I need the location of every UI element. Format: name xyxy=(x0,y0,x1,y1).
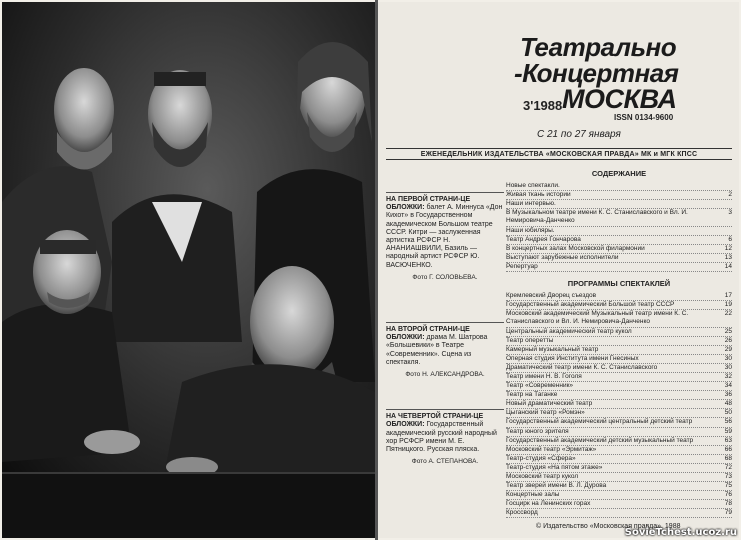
toc-row xyxy=(506,236,732,245)
cover-notes xyxy=(386,192,504,476)
toc-title: Репертуар xyxy=(506,262,538,270)
programs-title: ПРОГРАММЫ СПЕКТАКЛЕЙ xyxy=(567,279,671,289)
toc-title: Театр зверей имени В. Л. Дурова xyxy=(506,482,607,490)
theater-scene-photo xyxy=(2,2,375,538)
toc-title: Живая ткань истории xyxy=(506,191,571,199)
site-watermark: SovieTchest.ucoz.ru xyxy=(624,527,737,538)
toc-row xyxy=(506,245,732,254)
toc-row xyxy=(506,310,732,327)
photo-credit: Фото Н. АЛЕКСАНДРОВА. xyxy=(405,371,485,379)
toc-title: Оперная студия Института имени Гнесиных xyxy=(506,354,639,362)
toc-page: 76 xyxy=(724,491,732,499)
toc-page: 29 xyxy=(724,345,732,353)
toc-title: В концертных залах Московской филармонии xyxy=(506,244,645,252)
toc-title: Московский театр кукол xyxy=(506,473,579,480)
toc-page: 73 xyxy=(724,473,732,480)
cover-photo xyxy=(2,2,375,538)
note-fourth-cover xyxy=(386,409,504,466)
toc-page: 34 xyxy=(724,382,732,390)
contents-title: СОДЕРЖАНИЕ xyxy=(591,169,647,178)
table-of-contents xyxy=(506,170,732,518)
toc-row xyxy=(506,346,732,355)
toc-title: Новые спектакли. xyxy=(506,182,560,190)
toc-title: Госцирк на Ленинских горах xyxy=(506,500,591,508)
toc-title: Государственный академический центральный детский театр xyxy=(506,418,693,426)
contents-list xyxy=(506,182,732,272)
note-head: НА ВТОРОЙ СТРАНИ-ЦЕ ОБЛОЖКИ: xyxy=(386,326,470,342)
toc-page: 19 xyxy=(724,301,732,309)
toc-page: 14 xyxy=(724,262,732,270)
toc-row xyxy=(506,254,732,263)
toc-page: 75 xyxy=(724,482,732,490)
issue-dates: С 21 по 27 января xyxy=(537,129,621,140)
toc-title: Театр имени Н. В. Гоголя xyxy=(506,372,582,380)
toc-title: Наши интервью. xyxy=(506,200,556,208)
toc-row xyxy=(506,464,732,473)
toc-title: Камерный музыкальный театр xyxy=(506,345,599,353)
toc-page: 30 xyxy=(724,354,732,362)
toc-page: 25 xyxy=(724,327,732,335)
note-text: Государственный академический русский народный хор РСФСР имени М. Е. Пятницкого. Русская пляска. xyxy=(386,421,497,454)
toc-title: Театр юного зрителя xyxy=(506,427,569,435)
issue-number: 3'1988 xyxy=(523,98,563,113)
toc-page: 26 xyxy=(724,336,732,344)
toc-page: 17 xyxy=(724,292,732,300)
publisher-line: ЕЖЕНЕДЕЛЬНИК ИЗДАТЕЛЬСТВА «МОСКОВСКАЯ ПРАВДА» МК и МГК КПСС xyxy=(386,148,732,160)
toc-page: 22 xyxy=(724,310,732,318)
contents-page xyxy=(378,2,739,538)
toc-title: Московский театр «Эрмитаж» xyxy=(506,445,597,453)
photo-credit: Фото А. СТЕПАНОВА. xyxy=(411,458,479,466)
toc-row xyxy=(506,437,732,446)
toc-page: 2 xyxy=(728,191,732,199)
toc-row xyxy=(506,400,732,409)
toc-page: 48 xyxy=(724,400,732,408)
toc-title: Театр «Современник» xyxy=(506,382,574,390)
toc-page: 63 xyxy=(724,436,732,444)
toc-page: 72 xyxy=(724,463,732,471)
toc-row xyxy=(506,391,732,400)
toc-row xyxy=(506,382,732,391)
toc-title: В Музыкальном театре имени К. С. Станиславского и Вл. И. Немировича-Данченко xyxy=(506,209,688,225)
toc-title: Театр Андрея Гончарова xyxy=(506,235,581,243)
toc-row xyxy=(506,209,732,226)
toc-page xyxy=(718,200,732,208)
title-line-2: -Концертная xyxy=(514,58,679,88)
toc-page: 66 xyxy=(724,445,732,453)
toc-title: Цыганский театр «Ромэн» xyxy=(506,409,585,417)
toc-row xyxy=(506,337,732,346)
note-text: балет А. Миннуса «Дон Кихот» в Государственном академическом Большом театре СССР. Китри — заслуженная артистка РСФСР Н. АНАНИАШВИЛИ, Базиль — народный артист РСФСР Ю. ВАСЮЧЕНКО. xyxy=(386,204,503,269)
toc-title: Московский академический Музыкальный театр имени К. С. Станиславского и Вл. И. Немировича-Данченко xyxy=(506,310,689,326)
toc-page xyxy=(718,227,732,235)
photo-credit: Фото Г. СОЛОВЬЕВА. xyxy=(412,273,478,281)
toc-title: Кремлевский Дворец съездов xyxy=(506,292,597,300)
toc-title: Концертные залы xyxy=(506,491,560,499)
toc-row xyxy=(506,500,732,509)
toc-title: Театр оперетты xyxy=(506,336,554,344)
note-head: НА ЧЕТВЕРТОЙ СТРАНИ-ЦЕ ОБЛОЖКИ: xyxy=(386,413,484,429)
toc-page: 59 xyxy=(724,427,732,435)
toc-row xyxy=(506,482,732,491)
title-line-3: МОСКВА xyxy=(562,84,677,114)
toc-title: Государственный академический Большой театр СССР xyxy=(506,301,675,309)
toc-row xyxy=(506,191,732,200)
toc-page: 3 xyxy=(728,209,732,217)
toc-row xyxy=(506,446,732,455)
toc-title: Театр-студия «Сфера» xyxy=(506,454,576,462)
toc-row xyxy=(506,418,732,427)
toc-page: 56 xyxy=(724,418,732,426)
toc-page: 13 xyxy=(724,253,732,261)
toc-row xyxy=(506,227,732,236)
toc-row xyxy=(506,355,732,364)
note-text: драма М. Шатрова «Большевики» в Театре «Современник». Сцена из спектакля. xyxy=(386,334,488,366)
toc-row xyxy=(506,455,732,464)
toc-row xyxy=(506,509,732,518)
title-line-1: Театрально xyxy=(520,32,677,62)
toc-title: Театр-студия «На пятом этаже» xyxy=(506,463,603,471)
toc-page: 6 xyxy=(728,235,732,243)
toc-title: Кроссворд xyxy=(506,509,538,517)
note-head: НА ПЕРВОЙ СТРАНИ-ЦЕ ОБЛОЖКИ: xyxy=(386,196,471,212)
toc-title: Государственный академический детский музыкальный театр xyxy=(506,436,694,444)
toc-title: Новый драматический театр xyxy=(506,400,593,408)
toc-row xyxy=(506,301,732,310)
issn: ISSN 0134-9600 xyxy=(614,113,674,122)
toc-title: Театр на Таганке xyxy=(506,391,558,399)
toc-row xyxy=(506,328,732,337)
toc-page: 32 xyxy=(724,372,732,380)
programs-list xyxy=(506,292,732,518)
toc-title: Драматический театр имени К. С. Станиславского xyxy=(506,363,658,371)
toc-page: 50 xyxy=(724,409,732,417)
toc-row xyxy=(506,491,732,500)
toc-row xyxy=(506,292,732,301)
toc-row xyxy=(506,428,732,437)
toc-title: Выступают зарубежные исполнители xyxy=(506,253,619,261)
note-second-cover xyxy=(386,322,504,379)
copyright-footer: © Издательство «Московская правда», 1988 xyxy=(536,523,681,530)
toc-title: Наши юбиляры. xyxy=(506,226,555,234)
toc-title: Центральный академический театр кукол xyxy=(506,327,632,335)
toc-row xyxy=(506,263,732,272)
toc-page xyxy=(718,182,732,190)
toc-page: 78 xyxy=(724,500,732,508)
toc-page: 12 xyxy=(724,244,732,252)
toc-row xyxy=(506,182,732,191)
toc-page: 68 xyxy=(724,454,732,462)
toc-page: 79 xyxy=(724,509,732,517)
toc-page: 30 xyxy=(724,363,732,371)
toc-row xyxy=(506,200,732,209)
toc-row xyxy=(506,473,732,482)
note-first-cover xyxy=(386,192,504,282)
toc-page: 36 xyxy=(724,391,732,399)
toc-row xyxy=(506,373,732,382)
toc-row xyxy=(506,364,732,373)
